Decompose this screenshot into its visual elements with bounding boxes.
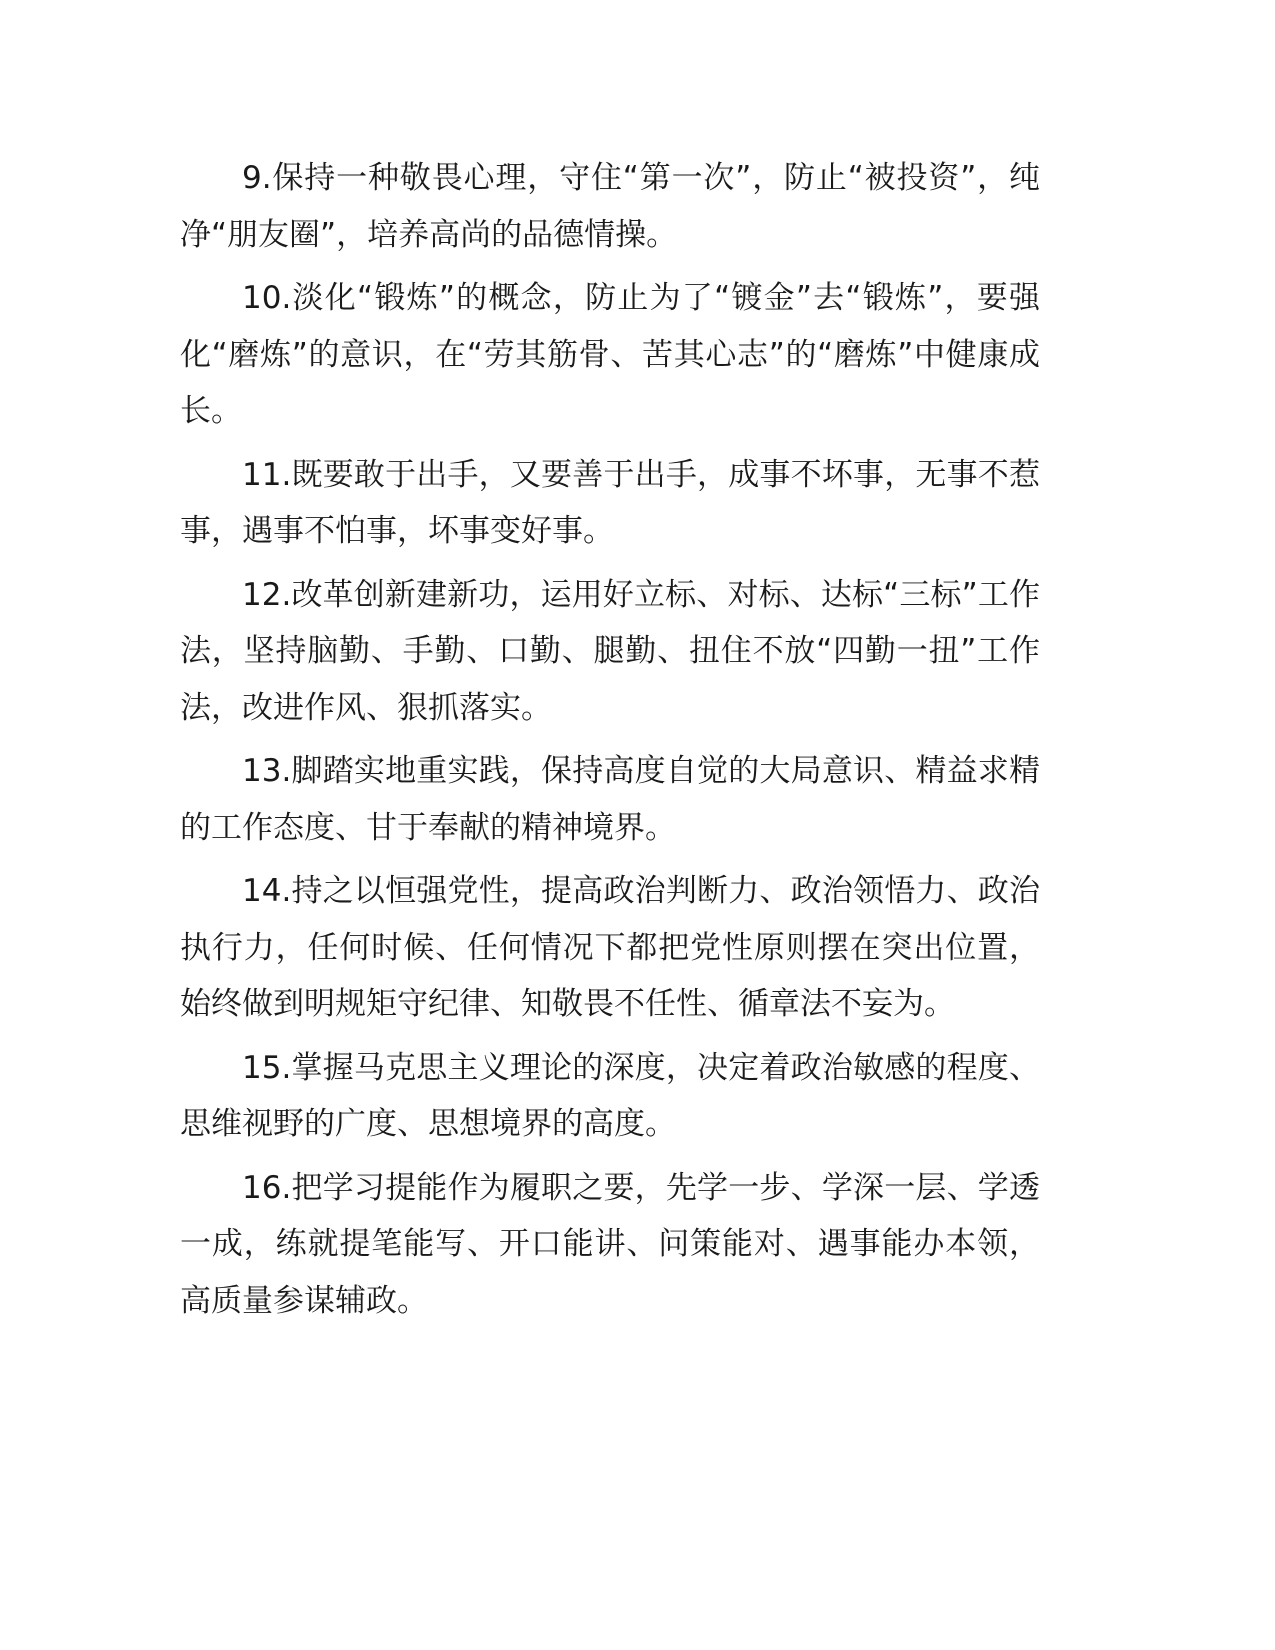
- document-body: [180, 150, 1040, 1336]
- paragraph-item-14: 14.持之以恒强党性，提高政治判断力、政治领悟力、政治执行力，任何时候、任何情况下都把党性原则摆在突出位置，始终做到明规矩守纪律、知敬畏不任性、循章法不妄为。: [180, 873, 1040, 1022]
- paragraph-item-16: 16.把学习提能作为履职之要，先学一步、学深一层、学透一成，练就提笔能写、开口能讲、问策能对、遇事能办本领，高质量参谋辅政。: [180, 1169, 1040, 1319]
- paragraph-item-12: 12.改革创新建新功，运用好立标、对标、达标“三标”工作法，坚持脑勤、手勤、口勤、腿勤、扭住不放“四勤一扭”工作法，改进作风、狠抓落实。: [180, 576, 1040, 726]
- paragraph-item-11: 11.既要敢于出手，又要善于出手，成事不坏事，无事不惹事，遇事不怕事，坏事变好事。: [180, 456, 1040, 549]
- paragraph-item-13: 13.脚踏实地重实践，保持高度自觉的大局意识、精益求精的工作态度、甘于奉献的精神境界。: [180, 753, 1040, 846]
- paragraph-item-10: 10.淡化“锻炼”的概念，防止为了“镀金”去“锻炼”，要强化“磨炼”的意识，在“劳其筋骨、苦其心志”的“磨炼”中健康成长。: [180, 280, 1040, 429]
- paragraph-item-15: 15.掌握马克思主义理论的深度，决定着政治敏感的程度、思维视野的广度、思想境界的高度。: [180, 1049, 1040, 1142]
- paragraph-item-9: 9.保持一种敬畏心理，守住“第一次”，防止“被投资”，纯净“朋友圈”，培养高尚的品德情操。: [180, 160, 1040, 253]
